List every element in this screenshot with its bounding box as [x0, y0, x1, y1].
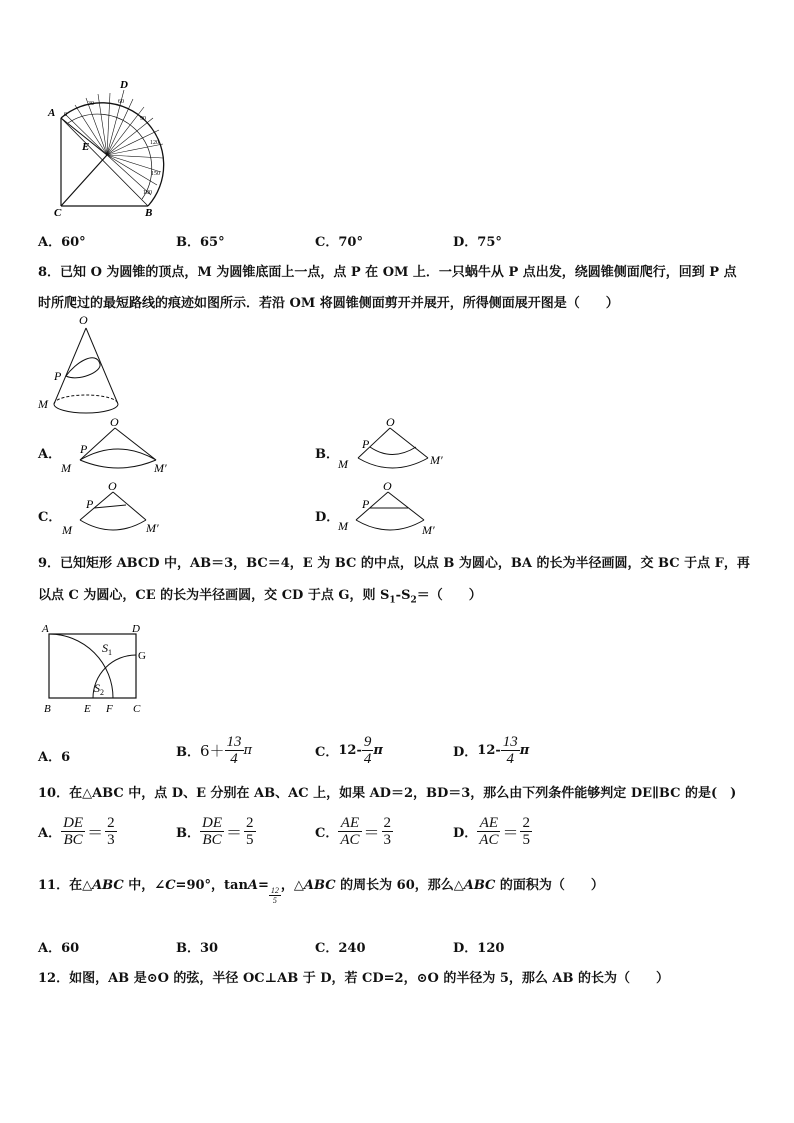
label-m: M: [62, 523, 72, 537]
rectangle-arc-diagram: [38, 620, 158, 716]
q11-triangle-name: ABC: [92, 878, 124, 893]
fraction-numerator: 12: [270, 886, 279, 895]
option-text: 30: [200, 941, 219, 956]
label-d: D: [120, 79, 128, 91]
pi-symbol: π: [373, 743, 383, 758]
option-text: 60°: [61, 235, 86, 250]
tick-60: 60: [118, 99, 124, 105]
label-m-prime: M′: [146, 521, 159, 535]
fraction-numerator: 9: [363, 734, 372, 750]
fraction-denominator: 4: [230, 751, 238, 767]
fraction-numerator: 13: [226, 734, 242, 750]
option-text: 65°: [200, 235, 225, 250]
q10-option-a[interactable]: [38, 815, 117, 848]
q9-option-a[interactable]: [38, 746, 70, 765]
q11-option-a[interactable]: [38, 937, 79, 956]
q8-option-a-figure[interactable]: [58, 416, 188, 478]
label-b: B: [44, 703, 51, 715]
option-text: 60: [61, 941, 80, 956]
fraction-numerator: 13: [502, 734, 518, 750]
q11-text: =90°，tan: [175, 878, 248, 893]
q10-stem: 10．在△ABC 中，点 D、E 分别在 AB、AC 上，如果 AD＝2，BD＝3，那么由下列条件能够判定 DE∥BC 的是( ): [38, 786, 737, 801]
fraction-denominator: AC: [479, 832, 499, 848]
q7-option-b[interactable]: [176, 231, 225, 250]
label-o: O: [110, 416, 119, 429]
left-fraction: [200, 815, 224, 848]
q11-option-c[interactable]: [315, 937, 366, 956]
fraction-denominator: 3: [383, 832, 392, 848]
q10-option-b[interactable]: [176, 815, 256, 848]
label-s1: $S_1$: [102, 641, 112, 657]
label-m-prime: M′: [422, 523, 435, 537]
label-m-prime: M′: [430, 453, 443, 467]
q12-stem: 12．如图，AB 是⊙O 的弦，半径 OC⊥AB 于 D，若 CD=2，⊙O 的半径为 5，那么 AB 的长为（ ）: [38, 971, 670, 986]
option-letter: B．: [176, 745, 200, 760]
q8-option-b-letter[interactable]: B．: [315, 447, 339, 462]
option-letter: C．: [315, 235, 339, 250]
q7-option-c[interactable]: [315, 231, 363, 250]
option-letter: A．: [38, 941, 62, 956]
tick-0: 0: [64, 112, 67, 118]
q8-option-c-figure[interactable]: [58, 478, 188, 540]
fraction-denominator: BC: [202, 832, 222, 848]
q8-option-d-letter[interactable]: D．: [315, 510, 340, 525]
label-o: O: [383, 479, 392, 493]
q11-angle-a: A: [247, 878, 259, 893]
q9-option-c[interactable]: [315, 734, 383, 767]
q8-option-c-letter[interactable]: C．: [38, 510, 62, 525]
q7-option-d[interactable]: [453, 231, 502, 250]
q10-option-c[interactable]: [315, 815, 393, 848]
q11-stem: [38, 874, 604, 905]
label-s2: $S_2$: [94, 681, 104, 697]
label-m-prime: M′: [154, 461, 167, 475]
q11-text: 中，∠: [123, 878, 166, 893]
protractor-diagram: [40, 78, 200, 218]
q8-option-d-figure[interactable]: [334, 478, 464, 540]
fraction-numerator: 2: [107, 815, 115, 831]
q8-cone-figure: [36, 314, 126, 414]
tick-120: 120: [150, 140, 159, 146]
tick-150: 150: [151, 171, 160, 177]
label-g: G: [138, 650, 146, 662]
fraction-numerator: DE: [63, 815, 84, 831]
option-letter: C．: [315, 826, 339, 841]
q11-triangle-name: ABC: [463, 878, 496, 893]
q11-text: ，△: [280, 878, 304, 893]
q9-option-b[interactable]: [176, 734, 252, 767]
label-p: P: [80, 442, 88, 456]
fraction-denominator: 4: [363, 751, 372, 767]
q9-sub2: 2: [410, 595, 417, 606]
q8-option-a-letter[interactable]: A．: [38, 447, 62, 462]
right-fraction: [105, 815, 117, 848]
q7-figure: [40, 78, 200, 218]
q8-option-b-figure[interactable]: [334, 416, 464, 478]
fraction-numerator: 2: [246, 815, 254, 831]
option-letter: D．: [453, 745, 478, 760]
option-fraction: [501, 734, 520, 767]
option-letter: C．: [315, 745, 339, 760]
option-letter: D．: [453, 941, 478, 956]
label-m: M: [338, 519, 348, 533]
label-m: M: [338, 457, 348, 471]
q11-option-d[interactable]: [453, 937, 504, 956]
fraction-numerator: DE: [202, 815, 222, 831]
tick-180: 180: [143, 190, 152, 196]
q11-text: =: [258, 878, 269, 893]
fraction-denominator: 4: [506, 751, 515, 767]
equals-sign: ＝: [502, 823, 519, 842]
fraction-denominator: BC: [63, 832, 83, 848]
fraction-denominator: 3: [107, 832, 115, 848]
q9-line2-mid: -S: [395, 588, 411, 603]
option-text: 75°: [477, 235, 502, 250]
q9-stem-line1: 9．已知矩形 ABCD 中，AB＝3，BC＝4，E 为 BC 的中点，以点 B 为圆心，BA 的长为半径画圆，交 BC 于点 F，再: [38, 556, 750, 571]
label-p: P: [362, 497, 370, 511]
label-f: F: [106, 703, 113, 715]
q8-stem-line2: 时所爬过的最短路线的痕迹如图所示．若沿 OM 将圆锥侧面剪开并展开，所得侧面展开图是（ ）: [38, 296, 619, 311]
right-fraction: [244, 815, 256, 848]
option-letter: A．: [38, 235, 62, 250]
fraction-numerator: AE: [338, 815, 361, 832]
option-text: 120: [477, 941, 505, 956]
tick-30: 30: [88, 101, 94, 107]
label-m: M: [61, 461, 71, 475]
left-fraction: [477, 815, 500, 848]
left-fraction: [338, 815, 361, 848]
q11-text: 的面积为（ ）: [495, 878, 604, 893]
label-p: P: [54, 369, 62, 383]
option-letter: B．: [176, 826, 200, 841]
left-fraction: [61, 815, 85, 848]
q10-option-d[interactable]: [453, 815, 532, 848]
option-text: 6: [61, 750, 71, 765]
q11-fraction: [269, 886, 281, 905]
label-o: O: [386, 416, 395, 429]
option-letter: B．: [176, 941, 200, 956]
label-d: D: [132, 623, 140, 635]
label-e: E: [82, 141, 90, 153]
label-m: M: [38, 397, 48, 411]
label-a: A: [42, 623, 49, 635]
fraction-numerator: 2: [383, 815, 392, 831]
fraction-denominator: 5: [246, 832, 254, 848]
fraction-denominator: 5: [522, 832, 530, 848]
label-a: A: [48, 107, 56, 119]
option-letter: A．: [38, 750, 62, 765]
option-prefix: 12-: [338, 743, 362, 758]
q9-line2-b: ＝（ ）: [416, 588, 482, 603]
q11-option-b[interactable]: [176, 937, 218, 956]
right-fraction: [382, 815, 394, 848]
right-fraction: [520, 815, 532, 848]
label-e: E: [84, 703, 91, 715]
fraction-denominator: 5: [272, 896, 277, 905]
option-prefix: 6＋: [200, 742, 225, 760]
q8-stem-line1: 8．已知 O 为圆锥的顶点，M 为圆锥底面上一点，点 P 在 OM 上．一只蜗牛从 P 点出发，绕圆锥侧面爬行，回到 P 点: [38, 265, 737, 280]
option-letter: D．: [453, 826, 478, 841]
q11-angle-c: C: [165, 878, 176, 893]
fraction-denominator: AC: [340, 832, 360, 848]
pi-symbol: π: [519, 743, 530, 758]
option-prefix: 12-: [477, 743, 501, 758]
option-letter: C．: [315, 941, 339, 956]
label-p: P: [362, 437, 370, 451]
q11-text: 11．在△: [38, 878, 93, 893]
equals-sign: ＝: [363, 823, 380, 842]
equals-sign: ＝: [226, 823, 243, 842]
cone-diagram: [36, 314, 126, 414]
label-p: P: [86, 497, 94, 511]
label-c: C: [133, 703, 141, 715]
option-text: 240: [338, 941, 366, 956]
option-fraction: [225, 734, 244, 767]
option-text: 70°: [338, 235, 363, 250]
option-letter: A．: [38, 826, 62, 841]
fraction-numerator: AE: [477, 815, 500, 832]
option-fraction: [362, 734, 374, 767]
option-letter: D．: [453, 235, 478, 250]
label-o: O: [108, 479, 117, 493]
pi-symbol: π: [243, 743, 253, 758]
equals-sign: ＝: [87, 823, 104, 842]
tick-90: 90: [140, 116, 146, 122]
q9-option-d[interactable]: [453, 734, 529, 767]
q9-line2-a: 以点 C 为圆心，CE 的长为半径画圆，交 CD 于点 G，则 S: [38, 588, 390, 603]
q9-stem-line2: [38, 584, 482, 606]
option-letter: B．: [176, 235, 200, 250]
label-b: B: [145, 207, 153, 218]
q11-triangle-name: ABC: [303, 878, 336, 893]
q9-sub1: 1: [389, 595, 396, 606]
q9-figure: [38, 620, 158, 716]
q7-option-a[interactable]: [38, 231, 86, 250]
label-c: C: [54, 207, 62, 218]
q11-text: 的周长为 60，那么△: [335, 878, 464, 893]
label-o: O: [79, 314, 88, 327]
fraction-numerator: 2: [522, 815, 530, 831]
